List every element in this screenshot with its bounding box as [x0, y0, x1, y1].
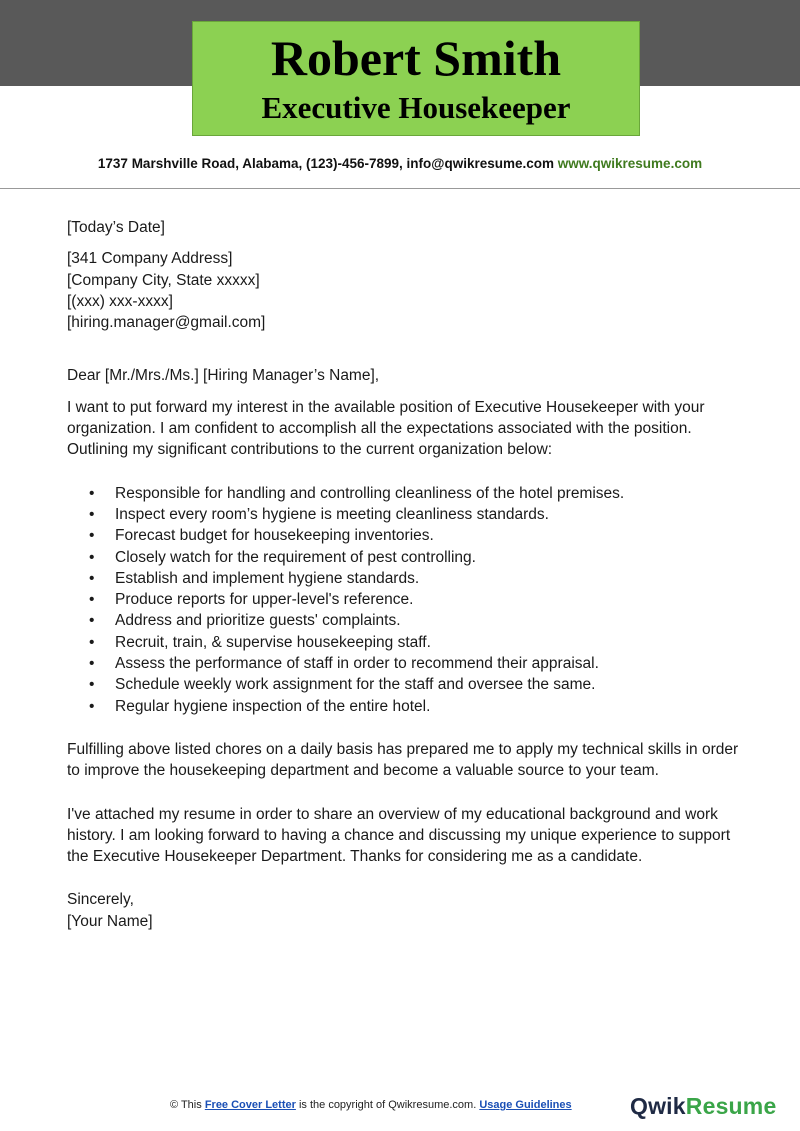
- list-item: • Recruit, train, & supervise housekeeping staff.: [67, 632, 747, 653]
- recipient-address: [67, 248, 747, 333]
- name-banner: [192, 21, 640, 136]
- contact-website[interactable]: www.qwikresume.com: [557, 156, 703, 171]
- list-item: • Schedule weekly work assignment for the staff and oversee the same.: [67, 674, 747, 695]
- copyright-notice: © This Free Cover Letter is the copyright of Qwikresume.com. Usage Guidelines: [170, 1099, 572, 1111]
- closing: Sincerely,: [67, 891, 134, 909]
- list-item: • Address and prioritize guests' complaints.: [67, 610, 747, 631]
- list-item: • Inspect every room’s hygiene is meeting cleanliness standards.: [67, 504, 747, 525]
- contact-details: 1737 Marshville Road, Alabama, (123)-456-7899, info@qwikresume.com: [97, 156, 555, 171]
- usage-guidelines-link[interactable]: Usage Guidelines: [479, 1099, 572, 1111]
- intro-paragraph: I want to put forward my interest in the available position of Executive Housekeeper with your organization. I am confident to accomplish all the expectations associated with the position. Outlining my significant contributions to the current organization below:: [67, 398, 705, 459]
- contributions-list: [67, 483, 747, 717]
- free-cover-letter-link[interactable]: Free Cover Letter: [204, 1099, 296, 1111]
- bullet-icon: •: [89, 676, 95, 694]
- salutation: Dear [Mr./Mrs./Ms.] [Hiring Manager’s Name],: [67, 367, 380, 385]
- address-line: [341 Company Address]: [67, 250, 233, 268]
- letter-date: [Today’s Date]: [67, 219, 165, 236]
- contact-line: [0, 156, 800, 171]
- list-item: • Regular hygiene inspection of the entire hotel.: [67, 696, 747, 717]
- address-line: [(xxx) xxx-xxxx]: [67, 292, 173, 310]
- bullet-icon: •: [89, 548, 95, 566]
- bullet-icon: •: [89, 591, 95, 609]
- qwikresume-logo[interactable]: QwikResume: [630, 1093, 777, 1119]
- body-paragraph: Fulfilling above listed chores on a daily basis has prepared me to apply my technical skills in order to improve the housekeeping department and become a valuable source to your team.: [67, 740, 739, 780]
- bullet-icon: •: [89, 505, 95, 523]
- list-item: • Forecast budget for housekeeping inventories.: [67, 525, 747, 546]
- signature: [Your Name]: [67, 912, 153, 930]
- address-line: [hiring.manager@gmail.com]: [67, 314, 266, 332]
- bullet-icon: •: [89, 655, 95, 673]
- candidate-role: Executive Housekeeper: [261, 90, 571, 125]
- bullet-icon: •: [89, 697, 95, 715]
- list-item: • Closely watch for the requirement of pest controlling.: [67, 547, 747, 568]
- letter-body: [67, 217, 747, 932]
- bullet-icon: •: [89, 612, 95, 630]
- list-item: • Assess the performance of staff in order to recommend their appraisal.: [67, 653, 747, 674]
- address-line: [Company City, State xxxxx]: [67, 271, 260, 289]
- list-item: • Establish and implement hygiene standards.: [67, 568, 747, 589]
- body-paragraph: I've attached my resume in order to share an overview of my educational background and work history. I am looking forward to having a chance and discussing my unique experience to support the Executive Housekeeper Department. Thanks for considering me as a candidate.: [67, 805, 731, 866]
- list-item: • Responsible for handling and controlling cleanliness of the hotel premises.: [67, 483, 747, 504]
- list-item: • Produce reports for upper-level's reference.: [67, 589, 747, 610]
- bullet-icon: •: [89, 484, 95, 502]
- bullet-icon: •: [89, 633, 95, 651]
- bullet-icon: •: [89, 527, 95, 545]
- header-divider: [0, 188, 800, 189]
- candidate-name: Robert Smith: [270, 30, 562, 86]
- bullet-icon: •: [89, 569, 95, 587]
